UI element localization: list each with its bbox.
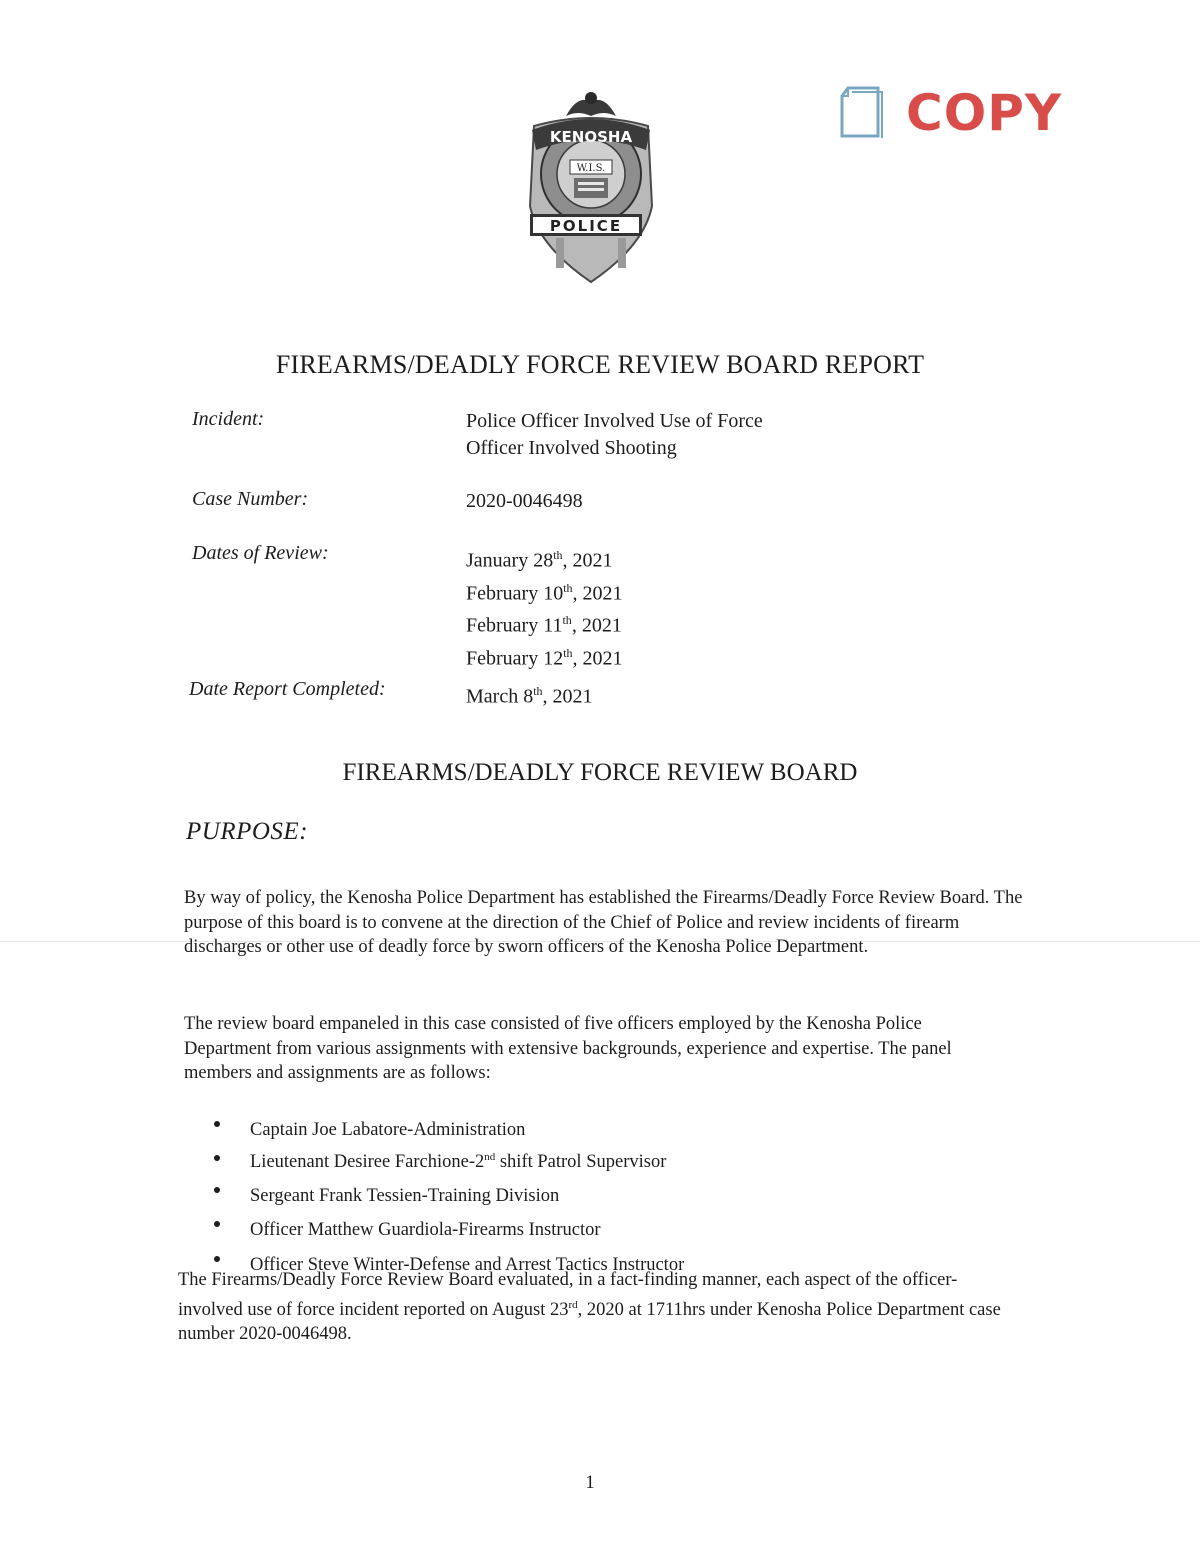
date-completed-label: Date Report Completed: <box>189 678 386 700</box>
section-title: FIREARMS/DEADLY FORCE REVIEW BOARD <box>342 759 858 786</box>
dates-of-review-label: Dates of Review: <box>192 542 329 564</box>
incident-value <box>466 408 763 462</box>
case-number-label: Case Number: <box>192 488 309 510</box>
copy-stamp <box>838 80 1068 146</box>
list-item: Lieutenant Desiree Farchione-2nd shift Patrol Supervisor <box>214 1144 684 1176</box>
incident-label: Incident: <box>192 408 265 430</box>
list-item: Officer Matthew Guardiola-Firearms Instructor <box>214 1210 684 1244</box>
list-item: Sergeant Frank Tessien-Training Division <box>214 1176 684 1210</box>
review-date: January 28th, 2021 <box>466 548 613 572</box>
report-title: FIREARMS/DEADLY FORCE REVIEW BOARD REPORT <box>275 350 925 379</box>
review-date: February 11th, 2021 <box>466 613 622 637</box>
review-date: February 10th, 2021 <box>466 580 623 605</box>
document-outline-icon <box>838 84 888 140</box>
paragraph-panel: The review board empaneled in this case consisted of five officers employed by the Kenosha Police Department from various assignments with extensive backgrounds, experience and expertise. The panel members and assignments are as follows: <box>184 1014 952 1083</box>
review-date: February 12th, 2021 <box>466 645 623 670</box>
dates-of-review-list <box>466 542 623 673</box>
badge-top-text: KENOSHA <box>549 128 633 146</box>
badge-center-text: W.I.S. <box>576 163 606 174</box>
panel-member-list <box>214 1110 684 1279</box>
case-number-value: 2020-0046498 <box>466 490 583 512</box>
badge-bottom-text: POLICE <box>549 217 623 235</box>
incident-line: Officer Involved Shooting <box>466 437 677 459</box>
page-number: 1 <box>585 1472 595 1493</box>
paragraph-evaluation: The Firearms/Deadly Force Review Board evaluated, in a fact-finding manner, each aspect of the officer-involved use of force incident reported on August 23rd, 2020 at 1711hrs under Kenosha Police Department case number 2020-0046498. <box>178 1270 1001 1345</box>
copy-stamp-label: COPY <box>906 84 1063 142</box>
paragraph-policy: By way of policy, the Kenosha Police Department has established the Firearms/Deadly Force Review Board. The purpose of this board is to convene at the direction of the Chief of Police and review incidents of firearm discharges or other use of deadly force by sworn officers of the Kenosha Police Department. <box>184 888 1023 957</box>
purpose-heading: PURPOSE: <box>186 818 309 845</box>
list-item: Captain Joe Labatore-Administration <box>214 1110 684 1144</box>
incident-line: Police Officer Involved Use of Force <box>466 410 763 432</box>
date-completed-value: March 8th, 2021 <box>466 684 593 708</box>
police-badge-logo <box>526 86 656 292</box>
list-item: Officer Steve Winter-Defense and Arrest Tactics Instructor <box>214 1245 684 1279</box>
